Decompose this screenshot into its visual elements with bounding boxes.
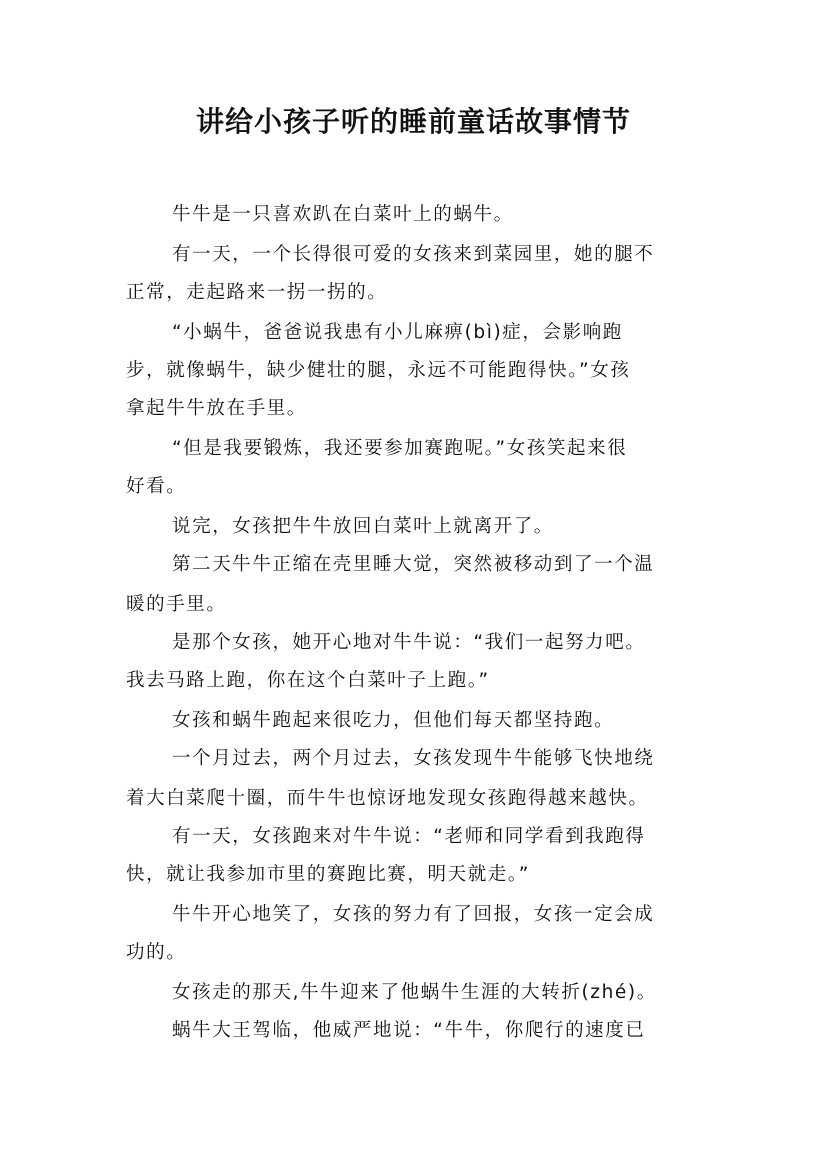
text-line: “小蜗牛，爸爸说我患有小儿麻痹(bì)症，会影响跑	[172, 322, 623, 343]
text-line: 女孩和蜗牛跑起来很吃力，但他们每天都坚持跑。	[172, 710, 615, 731]
text-line: 暖的手里。	[126, 594, 227, 615]
text-line: 好看。	[126, 476, 187, 497]
text-line: 说完，女孩把牛牛放回白菜叶上就离开了。	[172, 516, 554, 537]
text-line: 有一天，女孩跑来对牛牛说：“老师和同学看到我跑得	[172, 826, 646, 847]
text-line: “但是我要锻炼，我还要参加赛跑呢。”女孩笑起来很	[172, 438, 628, 459]
text-line: 是那个女孩，她开心地对牛牛说：“我们一起努力吧。	[172, 632, 646, 653]
text-line: 快，就让我参加市里的赛跑比赛，明天就走。”	[126, 864, 530, 885]
text-line: 步，就像蜗牛，缺少健壮的腿，永远不可能跑得快。”女孩	[126, 360, 631, 381]
text-line: 功的。	[126, 942, 187, 963]
text-line: 有一天，一个长得很可爱的女孩来到菜园里，她的腿不	[172, 244, 655, 265]
text-line: 牛牛开心地笑了，女孩的努力有了回报，女孩一定会成	[172, 904, 655, 925]
text-line: 着大白菜爬十圈，而牛牛也惊讶地发现女孩跑得越来越快。	[126, 788, 649, 809]
text-line: 正常，走起路来一拐一拐的。	[126, 282, 388, 303]
text-line: 一个月过去，两个月过去，女孩发现牛牛能够飞快地绕	[172, 748, 655, 769]
text-line: 女孩走的那天,牛牛迎来了他蜗牛生涯的大转折(zhé)。	[172, 982, 657, 1003]
text-line: 我去马路上跑，你在这个白菜叶子上跑。”	[126, 670, 490, 691]
text-line: 拿起牛牛放在手里。	[126, 398, 307, 419]
text-line: 牛牛是一只喜欢趴在白菜叶上的蜗牛。	[172, 204, 514, 225]
text-line: 蜗牛大王驾临，他威严地说：“牛牛，你爬行的速度已	[172, 1020, 646, 1041]
text-line: 第二天牛牛正缩在壳里睡大觉，突然被移动到了一个温	[172, 554, 655, 575]
document-title: 讲给小孩子听的睡前童话故事情节	[195, 105, 631, 138]
